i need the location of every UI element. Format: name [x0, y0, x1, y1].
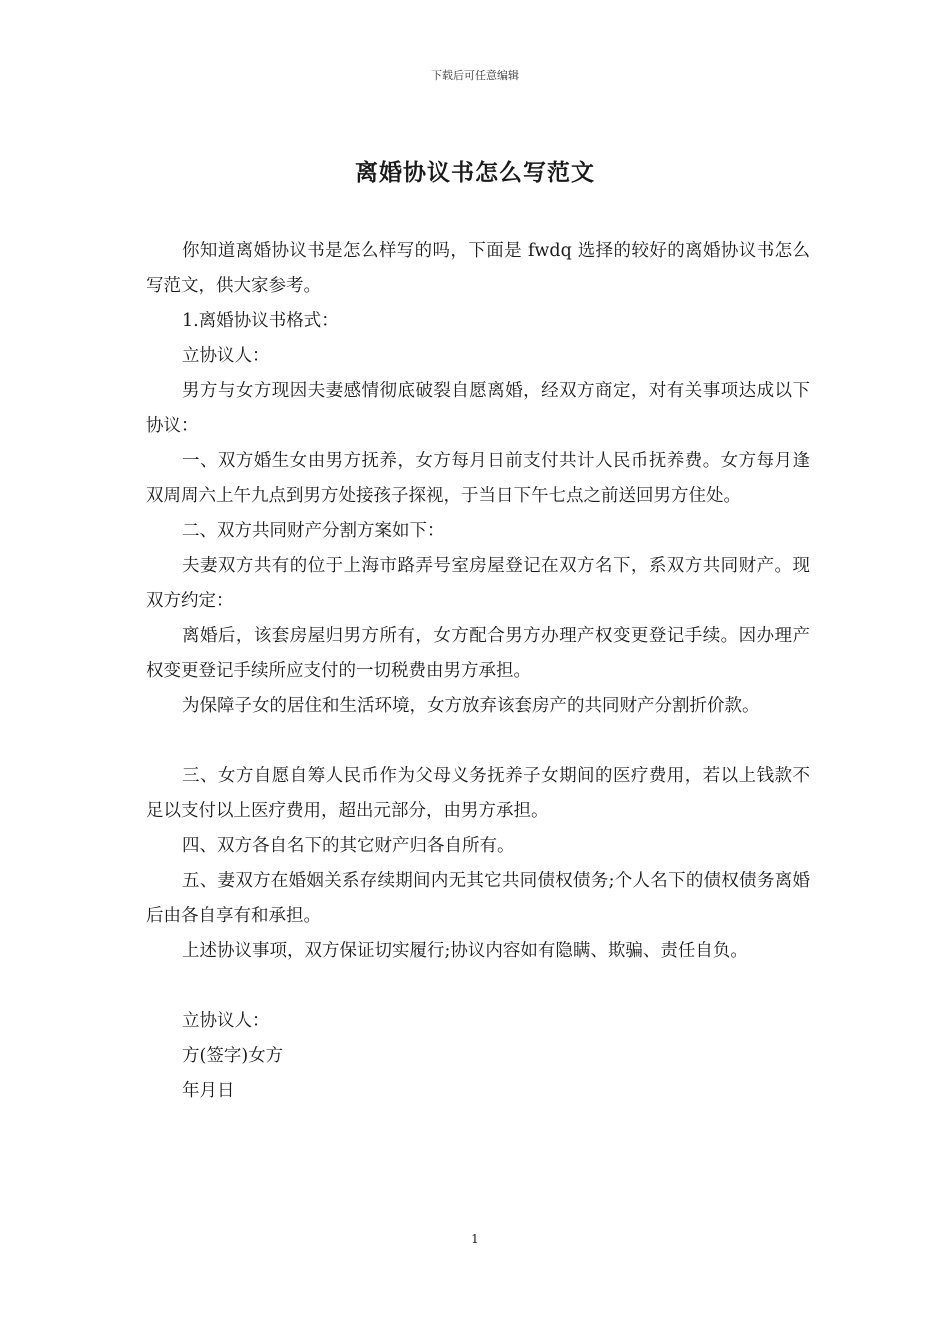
- document-body: [146, 234, 810, 1109]
- clause-two-waiver: 为保障子女的居住和生活环境，女方放弃该套房产的共同财产分割折价款。: [182, 696, 760, 716]
- intro-paragraph: 你知道离婚协议书是怎么样写的吗，下面是 fwdq 选择的较好的离婚协议书怎么写范文，供大家参考。: [146, 241, 810, 296]
- signature-label: 立协议人：: [182, 1011, 270, 1031]
- page-number: 1: [471, 1232, 479, 1246]
- document-title: 离婚协议书怎么写范文: [355, 159, 595, 186]
- closing-statement: 上述协议事项，双方保证切实履行;协议内容如有隐瞒、欺骗、责任自负。: [182, 941, 748, 961]
- clause-two-ownership: 离婚后，该套房屋归男方所有，女方配合男方办理产权变更登记手续。因办理产权变更登记手续所应支付的一切税费由男方承担。: [146, 626, 810, 681]
- paragraph-gap: [146, 724, 810, 759]
- signature-parties: 方(签字)女方: [182, 1046, 284, 1066]
- agreement-preamble: 男方与女方现因夫妻感情彻底破裂自愿离婚，经双方商定，对有关事项达成以下协议：: [146, 381, 810, 436]
- signature-date: 年月日: [182, 1081, 235, 1101]
- format-heading: 1.离婚协议书格式：: [182, 311, 339, 331]
- clause-four: 四、双方各自名下的其它财产归各自所有。: [182, 836, 515, 856]
- clause-two-heading: 二、双方共同财产分割方案如下：: [182, 521, 445, 541]
- page-header: 下载后可任意编辑: [431, 69, 519, 82]
- clause-one: 一、双方婚生女由男方抚养，女方每月日前支付共计人民币抚养费。女方每月逢双周周六上午九点到男方处接孩子探视，于当日下午七点之前送回男方住处。: [146, 451, 810, 506]
- paragraph-gap: [146, 969, 810, 1004]
- clause-five: 五、妻双方在婚姻关系存续期间内无其它共同债权债务;个人名下的债权债务离婚后由各自享有和承担。: [146, 871, 810, 926]
- clause-three: 三、女方自愿自筹人民币作为父母义务抚养子女期间的医疗费用，若以上钱款不足以支付以上医疗费用，超出元部分，由男方承担。: [146, 766, 810, 821]
- party-label: 立协议人：: [182, 346, 270, 366]
- clause-two-property: 夫妻双方共有的位于上海市路弄号室房屋登记在双方名下，系双方共同财产。现双方约定：: [146, 556, 810, 611]
